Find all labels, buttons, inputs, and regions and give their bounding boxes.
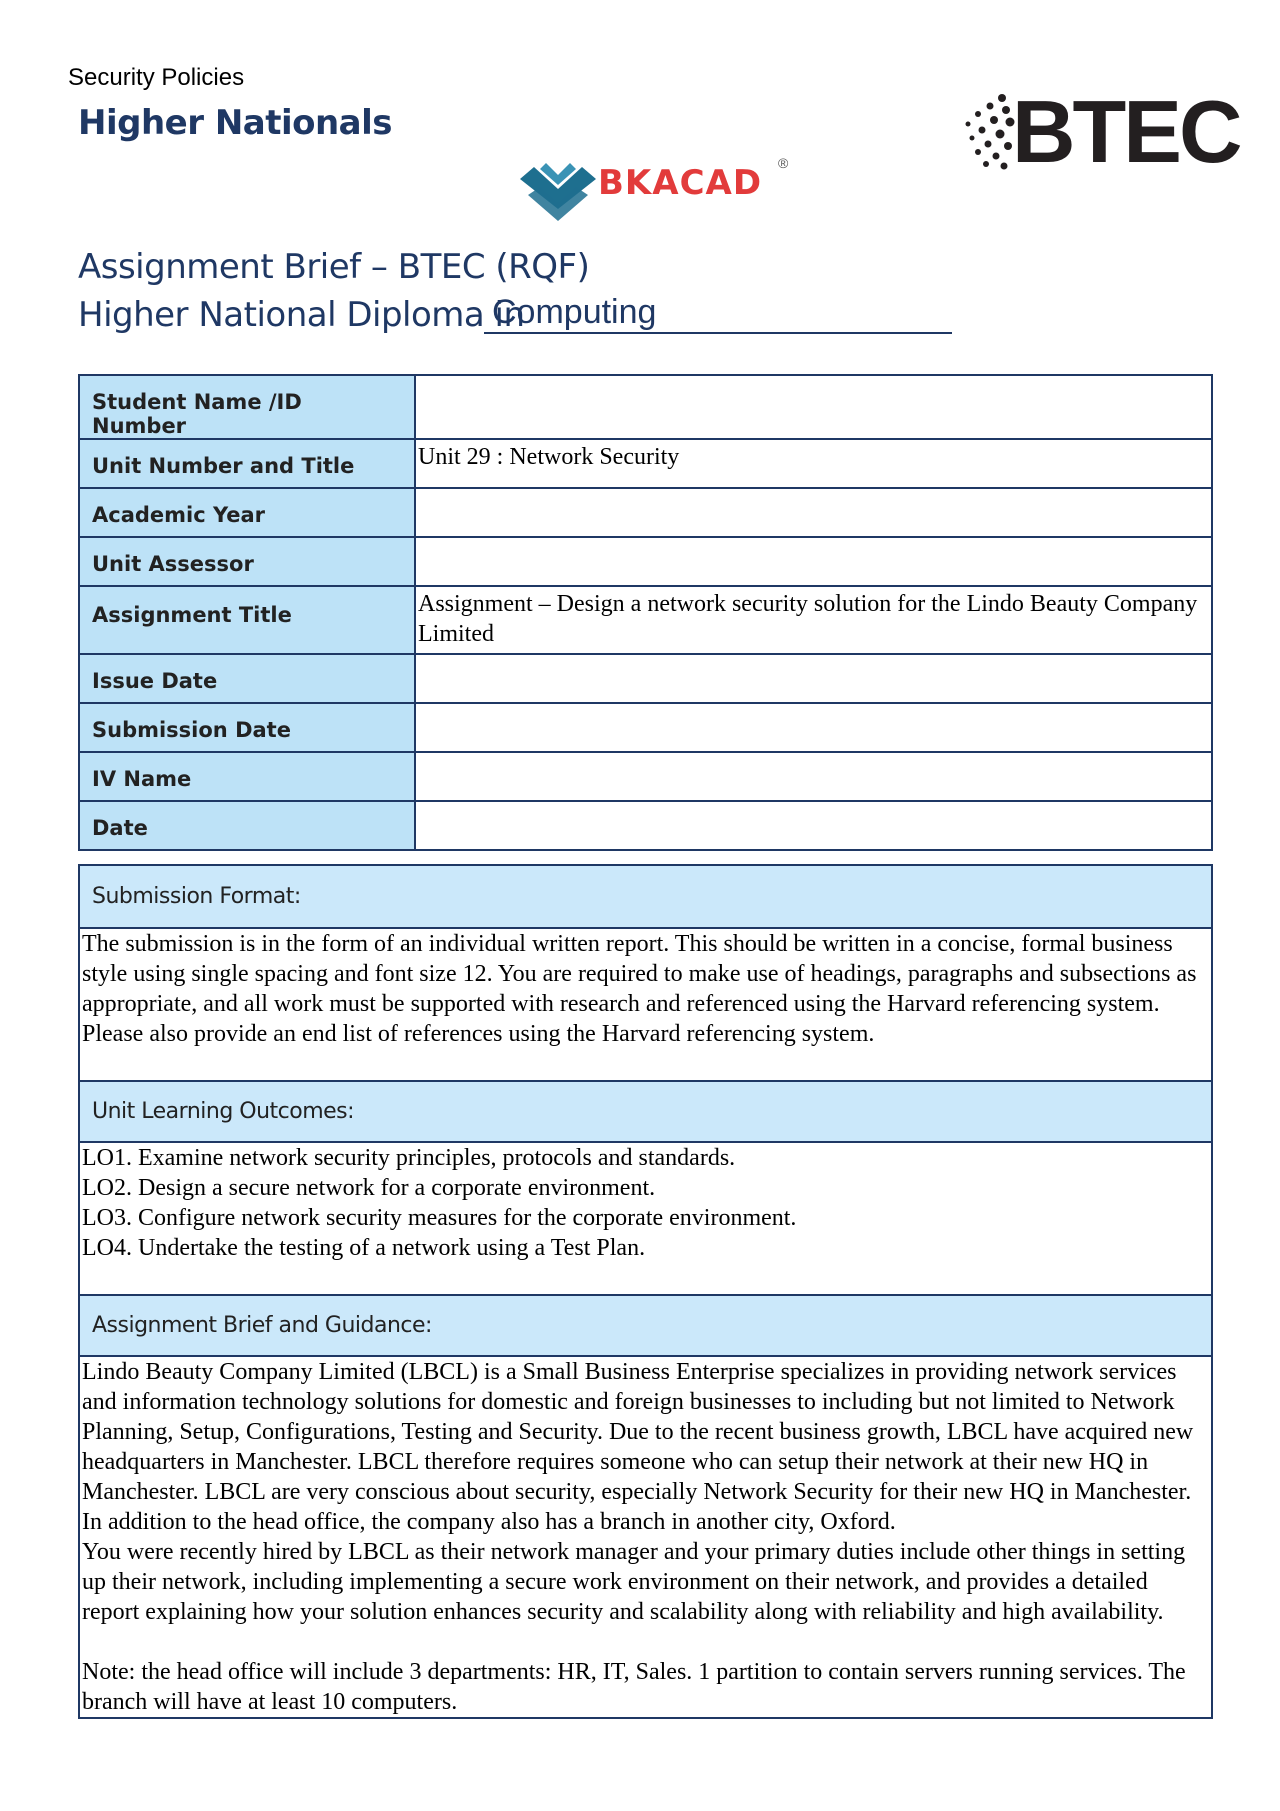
table-row [79,537,1212,586]
table-row [79,654,1212,703]
assignment-brief-title: Assignment Brief – BTEC (RQF) [78,247,590,287]
brief-guidance-heading: Assignment Brief and Guidance: [80,1294,1211,1357]
row-label: Date [79,801,415,850]
row-label: Unit Assessor [79,537,415,586]
btec-logo [962,82,1240,181]
diploma-prefix: Higher National Diploma in [78,295,525,335]
row-label: Issue Date [79,654,415,703]
row-value [415,375,1212,439]
list-item: LO3. Configure network security measures for the corporate environment. [82,1205,797,1231]
table-row [79,488,1212,537]
submission-format-heading: Submission Format: [80,866,1211,929]
bkacad-logo [520,155,800,225]
programme-name: Computing [484,292,952,334]
submission-paragraph: The submission is in the form of an individual written report. This should be written in a concise, formal business style using single spacing and font size 12. You are required to make use of headings, paragraphs and subsections as appropriate, and all work must be supported with research and referenced using the Harvard referencing system. Please also provide an end list of references using the Harvard referencing system. [82,931,1197,1047]
bkacad-logo-text: BKACAD [598,163,763,203]
registered-mark: ® [778,155,789,171]
brief-guidance-text [80,1357,1211,1717]
higher-nationals-title: Higher Nationals [78,103,393,143]
list-item: LO1. Examine network security principles, protocols and standards. [82,1145,736,1171]
learning-outcomes-heading: Unit Learning Outcomes: [80,1080,1211,1143]
table-row [79,752,1212,801]
submission-format-text [80,929,1211,1080]
row-value [415,703,1212,752]
learning-outcomes-list [80,1143,1211,1294]
list-item: LO2. Design a secure network for a corporate environment. [82,1175,656,1201]
row-label: Academic Year [79,488,415,537]
row-label: Unit Number and Title [79,439,415,488]
row-value: Assignment – Design a network security solution for the Lindo Beauty Company Limited [415,586,1212,654]
brief-paragraph: Note: the head office will include 3 departments: HR, IT, Sales. 1 partition to contain servers running services. The branch will have at least 10 computers. [82,1659,1186,1715]
row-label: Submission Date [79,703,415,752]
list-item: LO4. Undertake the testing of a network using a Test Plan. [82,1235,646,1261]
row-value: Unit 29 : Network Security [415,439,1212,488]
table-row [79,439,1212,488]
btec-dots-icon [962,92,1018,172]
table-row [79,801,1212,850]
row-value [415,488,1212,537]
row-value [415,537,1212,586]
row-value [415,801,1212,850]
table-row [79,375,1212,439]
bkacad-emblem-icon [520,161,596,221]
row-value [415,752,1212,801]
details-box [78,864,1213,1719]
row-value [415,654,1212,703]
table-row [79,703,1212,752]
btec-logo-text: BTEC [1012,82,1240,181]
assignment-info-table [78,374,1213,851]
row-label: Student Name /ID Number [79,375,415,439]
row-label: Assignment Title [79,586,415,654]
brief-paragraph: You were recently hired by LBCL as their network manager and your primary duties include other things in setting up their network, including implementing a secure work environment on their network, and provides a detailed report explaining how your solution enhances security and scalability along with reliability and high availability. [82,1539,1186,1625]
brief-paragraph: Lindo Beauty Company Limited (LBCL) is a Small Business Enterprise specializes in providing network services and information technology solutions for domestic and foreign businesses to including but not limited to Network Planning, Setup, Configurations, Testing and Security. Due to the recent business growth, LBCL have acquired new headquarters in Manchester. LBCL therefore requires someone who can setup their network at their new HQ in Manchester. LBCL are very conscious about security, especially Network Security for their new HQ in Manchester. In addition to the head office, the company also has a branch in another city, Oxford. [82,1359,1194,1535]
row-label: IV Name [79,752,415,801]
table-row [79,586,1212,654]
document-label: Security Policies [68,64,245,91]
